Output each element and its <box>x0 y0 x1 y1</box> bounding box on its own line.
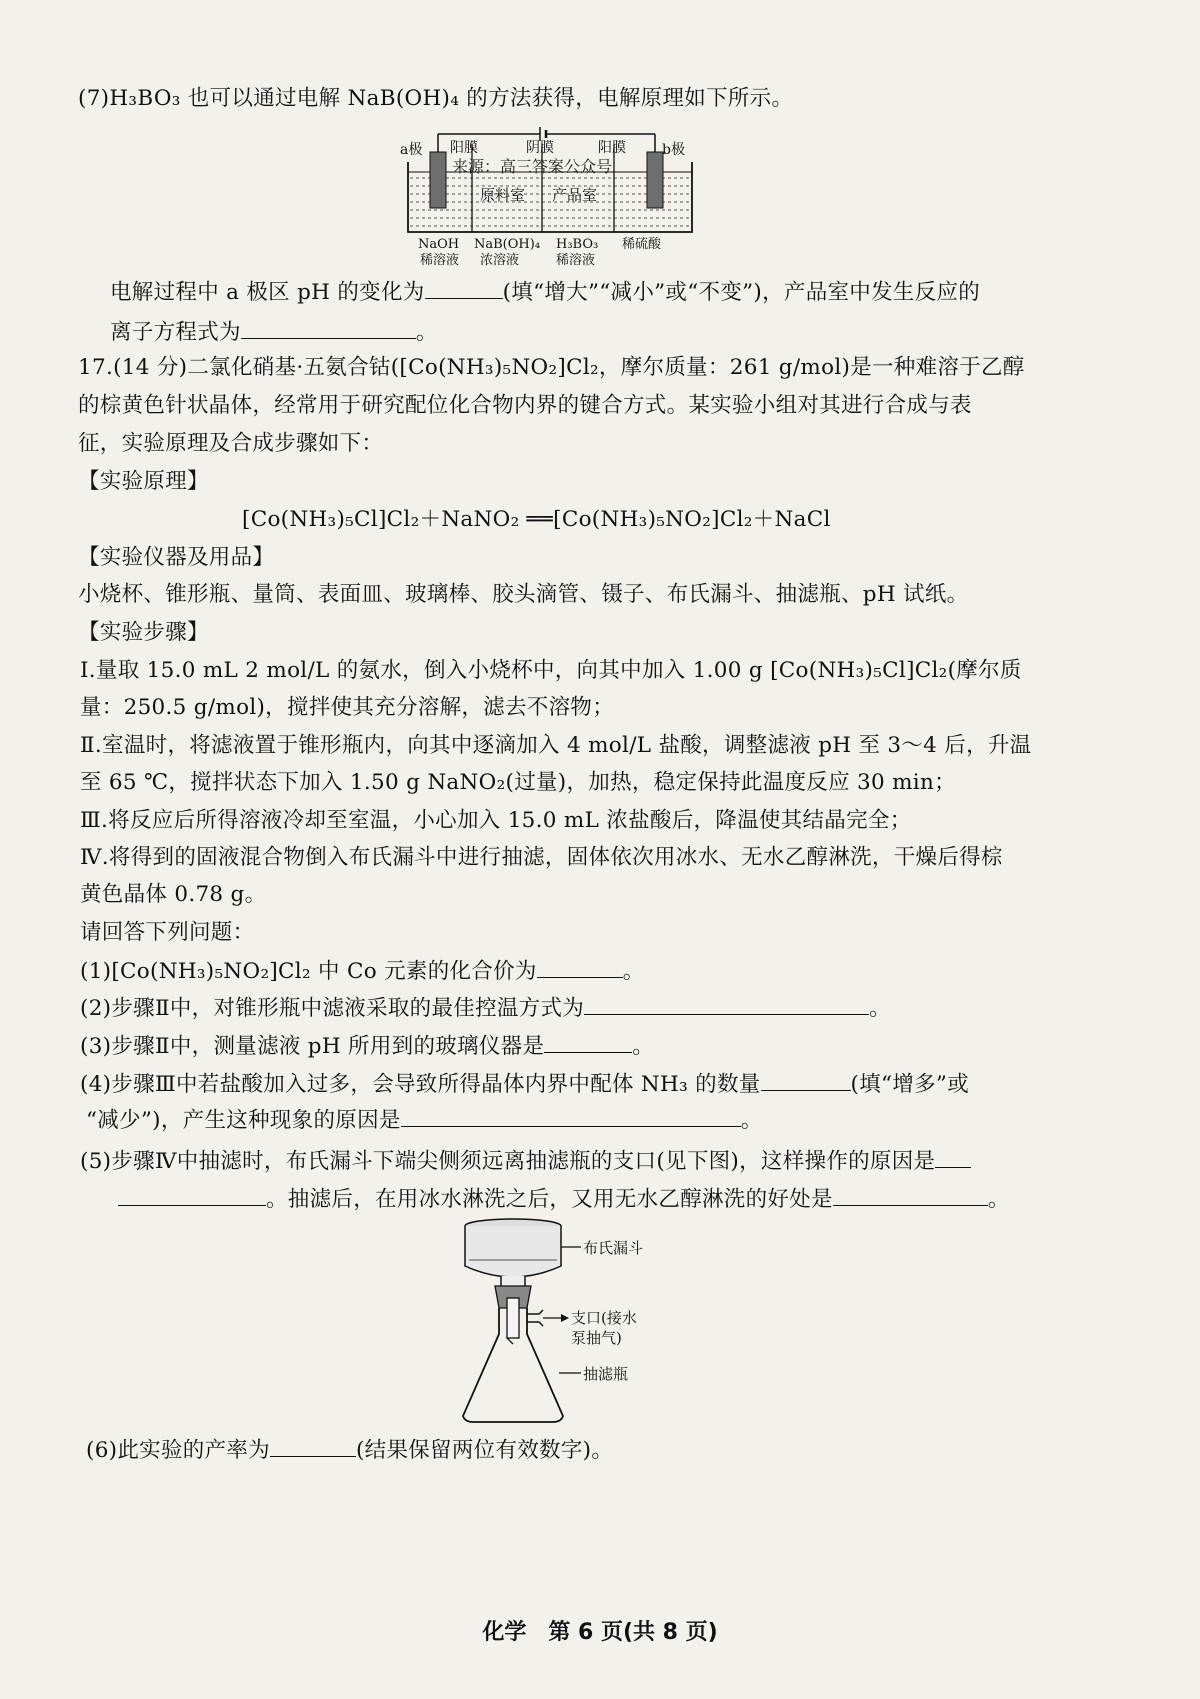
sol-1-top: NaOH <box>418 237 460 252</box>
page-footer: 化学 第 6 页(共 8 页) <box>482 1620 718 1645</box>
step-4-line-2: 黄色晶体 0.78 g。 <box>80 882 267 907</box>
answer-blank-ionic-equation[interactable] <box>241 316 416 339</box>
raw-room-label: 原料室 <box>480 186 526 204</box>
side-arm-label-2: 泵抽气) <box>571 1329 622 1347</box>
answer-blank-q4-reason[interactable] <box>401 1104 741 1127</box>
reaction-equation: [Co(NH₃)₅Cl]Cl₂＋NaNO₂ ══[Co(NH₃)₅NO₂]Cl₂＋NaCl <box>242 507 831 532</box>
question-6: (6)此实验的产率为 (结果保留两位有效数字)。 <box>86 1434 613 1466</box>
membrane-1-label: 阳膜 <box>450 140 478 156</box>
question-4-line-2: “减少”)，产生这种现象的原因是 。 <box>86 1104 763 1136</box>
answer-blank-q3[interactable] <box>544 1030 632 1053</box>
sol-4-top: 稀硫酸 <box>622 237 662 252</box>
question-5-line-2: 。抽滤后，在用冰水淋洗之后，又用无水乙醇淋洗的好处是 。 <box>118 1183 1010 1215</box>
answer-blank-ph[interactable] <box>425 276 503 299</box>
sol-3-top: H₃BO₃ <box>556 237 599 252</box>
watermark: 来源：高三答案公众号 <box>452 157 613 176</box>
sol-2-bottom: 浓溶液 <box>480 253 520 268</box>
membrane-3-label: 阳膜 <box>598 140 626 156</box>
q17-intro-3: 征，实验原理及合成步骤如下： <box>78 431 384 456</box>
step-1-line-2: 量：250.5 g/mol)，搅拌使其充分溶解，滤去不溶物； <box>80 695 614 720</box>
electrode-b-label: b极 <box>662 142 685 158</box>
q16-7-question-line1: 电解过程中 a 极区 pH 的变化为 (填“增大”“减小”或“不变”)，产品室中发生反应的 <box>110 276 980 308</box>
electrode-a-label: a极 <box>400 142 423 158</box>
sol-1-bottom: 稀溶液 <box>420 253 460 268</box>
q16-7-question-line2: 离子方程式为 。 <box>110 316 438 348</box>
answer-blank-q2[interactable] <box>584 992 869 1015</box>
answer-blank-q5-benefit[interactable] <box>833 1183 988 1206</box>
answer-blank-q6[interactable] <box>270 1434 356 1457</box>
question-5-line-1: (5)步骤Ⅳ中抽滤时，布氏漏斗下端尖侧须远离抽滤瓶的支口(见下图)，这样操作的原因是 <box>80 1145 971 1177</box>
funnel-label: 布氏漏斗 <box>583 1239 644 1257</box>
step-1-line-1: Ⅰ.量取 15.0 mL 2 mol/L 的氨水，倒入小烧杯中，向其中加入 1.00 g [Co(NH₃)₅Cl]Cl₂(摩尔质 <box>80 658 1022 683</box>
step-3: Ⅲ.将反应后所得溶液冷却至室温，小心加入 15.0 mL 浓盐酸后，降温使其结晶完全； <box>80 808 912 833</box>
question-1: (1)[Co(NH₃)₅NO₂]Cl₂ 中 Co 元素的化合价为 。 <box>80 955 645 987</box>
electrode-a-rod <box>430 152 446 208</box>
question-2: (2)步骤Ⅱ中，对锥形瓶中滤液采取的最佳控温方式为 。 <box>80 992 891 1024</box>
answer-blank-q5-reason-start[interactable] <box>935 1145 971 1168</box>
answer-blank-q1[interactable] <box>537 955 623 978</box>
membrane-2-label: 阴膜 <box>526 140 554 156</box>
side-arm-label-1: 支口(接水 <box>571 1309 637 1327</box>
sol-2-top: NaB(OH)₄ <box>474 237 541 252</box>
q16-7-intro: (7)H₃BO₃ 也可以通过电解 NaB(OH)₄ 的方法获得，电解原理如下所示。 <box>78 86 794 111</box>
step-2-line-2: 至 65 ℃，搅拌状态下加入 1.50 g NaNO₂(过量)，加热，稳定保持此温度反应 30 min； <box>80 770 956 795</box>
electrolysis-cell-diagram <box>400 122 700 272</box>
side-arm <box>527 1310 543 1326</box>
flask-label: 抽滤瓶 <box>583 1365 629 1383</box>
q17-intro-1: 17.(14 分)二氯化硝基·五氨合钴([Co(NH₃)₅NO₂]Cl₂，摩尔质量：261 g/mol)是一种难溶于乙醇 <box>78 355 1025 380</box>
step-4-line-1: Ⅳ.将得到的固液混合物倒入布氏漏斗中进行抽滤，固体依次用冰水、无水乙醇淋洗，干燥后得棕 <box>80 845 1003 870</box>
electrode-b-rod <box>647 152 663 208</box>
question-4-line-1: (4)步骤Ⅲ中若盐酸加入过多，会导致所得晶体内界中配体 NH₃ 的数量 (填“增多”或 <box>80 1068 969 1100</box>
product-room-label: 产品室 <box>552 186 598 204</box>
question-3: (3)步骤Ⅱ中，测量滤液 pH 所用到的玻璃仪器是 。 <box>80 1030 654 1062</box>
steps-heading: 【实验步骤】 <box>78 620 209 645</box>
sol-3-bottom: 稀溶液 <box>556 253 596 268</box>
answer-blank-q4-count[interactable] <box>761 1068 851 1091</box>
principle-heading: 【实验原理】 <box>78 469 209 494</box>
answer-blank-q5-reason[interactable] <box>118 1183 266 1206</box>
apparatus-list: 小烧杯、锥形瓶、量筒、表面皿、玻璃棒、胶头滴管、镊子、布氏漏斗、抽滤瓶、pH 试纸。 <box>78 582 969 607</box>
answer-prompt: 请回答下列问题： <box>80 920 255 945</box>
suction-filtration-diagram <box>455 1216 715 1428</box>
step-2-line-1: Ⅱ.室温时，将滤液置于锥形瓶内，向其中逐滴加入 4 mol/L 盐酸，调整滤液 pH 至 3～4 后，升温 <box>80 733 1032 758</box>
apparatus-heading: 【实验仪器及用品】 <box>78 545 275 570</box>
q17-intro-2: 的棕黄色针状晶体，经常用于研究配位化合物内界的键合方式。某实验小组对其进行合成与表 <box>78 393 972 418</box>
